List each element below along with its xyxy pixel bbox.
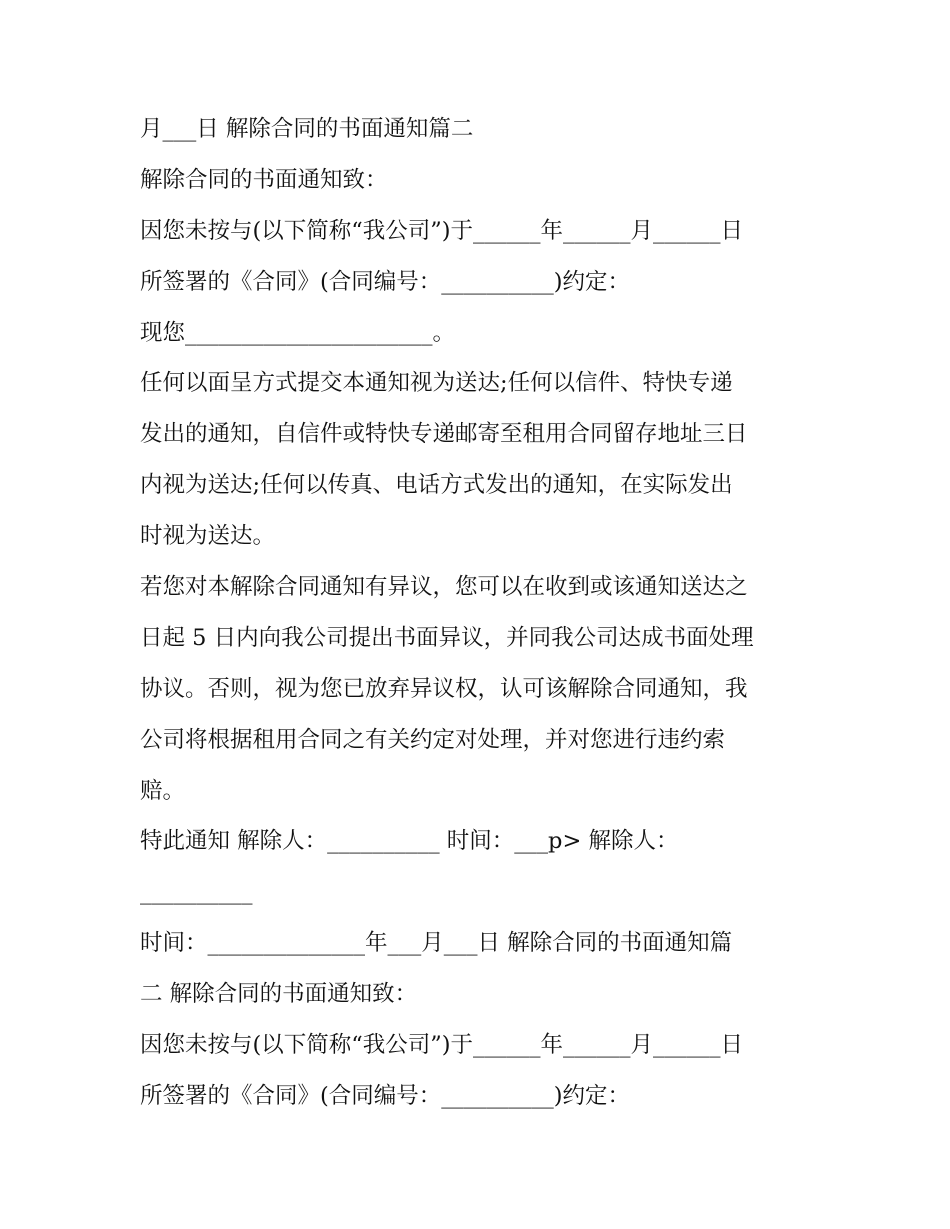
text-line: 时间：______________年___月___日 解除合同的书面通知篇 (140, 930, 733, 957)
document-body (140, 104, 830, 1122)
text-line: 赔。 (140, 777, 186, 804)
text-line: 若您对本解除合同通知有异议，您可以在收到或该通知送达之 (140, 574, 748, 601)
text-line: 因您未按与(以下简称“我公司”)于______年______月______日 (140, 1032, 744, 1059)
text-line: 二 解除合同的书面通知致： (140, 981, 418, 1008)
text-line: 月___日 解除合同的书面通知篇二 (140, 116, 474, 142)
text-line: 所签署的《合同》(合同编号：__________)约定： (140, 1082, 631, 1109)
text-line: 因您未按与(以下简称“我公司”)于______年______月______日 (140, 217, 744, 244)
text-line: __________ (140, 879, 253, 906)
text-line: 现您______________________。 (140, 319, 456, 346)
text-line: 解除合同的书面通知致： (140, 166, 388, 193)
text-line: 日起 5 日内向我公司提出书面异议，并同我公司达成书面处理 (140, 624, 754, 651)
text-line: 协议。否则，视为您已放弃异议权，认可该解除合同通知，我 (140, 675, 748, 702)
text-line: 所签署的《合同》(合同编号：__________)约定： (140, 268, 631, 295)
text-line: 内视为送达;任何以传真、电话方式发出的通知，在实际发出 (140, 472, 733, 499)
text-line: 任何以面呈方式提交本通知视为送达;任何以信件、特快专递 (140, 370, 733, 397)
text-line: 特此通知 解除人：__________ 时间：___p> 解除人： (140, 828, 679, 855)
text-line: 发出的通知，自信件或特快专递邮寄至租用合同留存地址三日 (140, 421, 748, 448)
text-line: 时视为送达。 (140, 523, 276, 550)
text-line: 公司将根据租用合同之有关约定对处理，并对您进行违约索 (140, 726, 726, 753)
